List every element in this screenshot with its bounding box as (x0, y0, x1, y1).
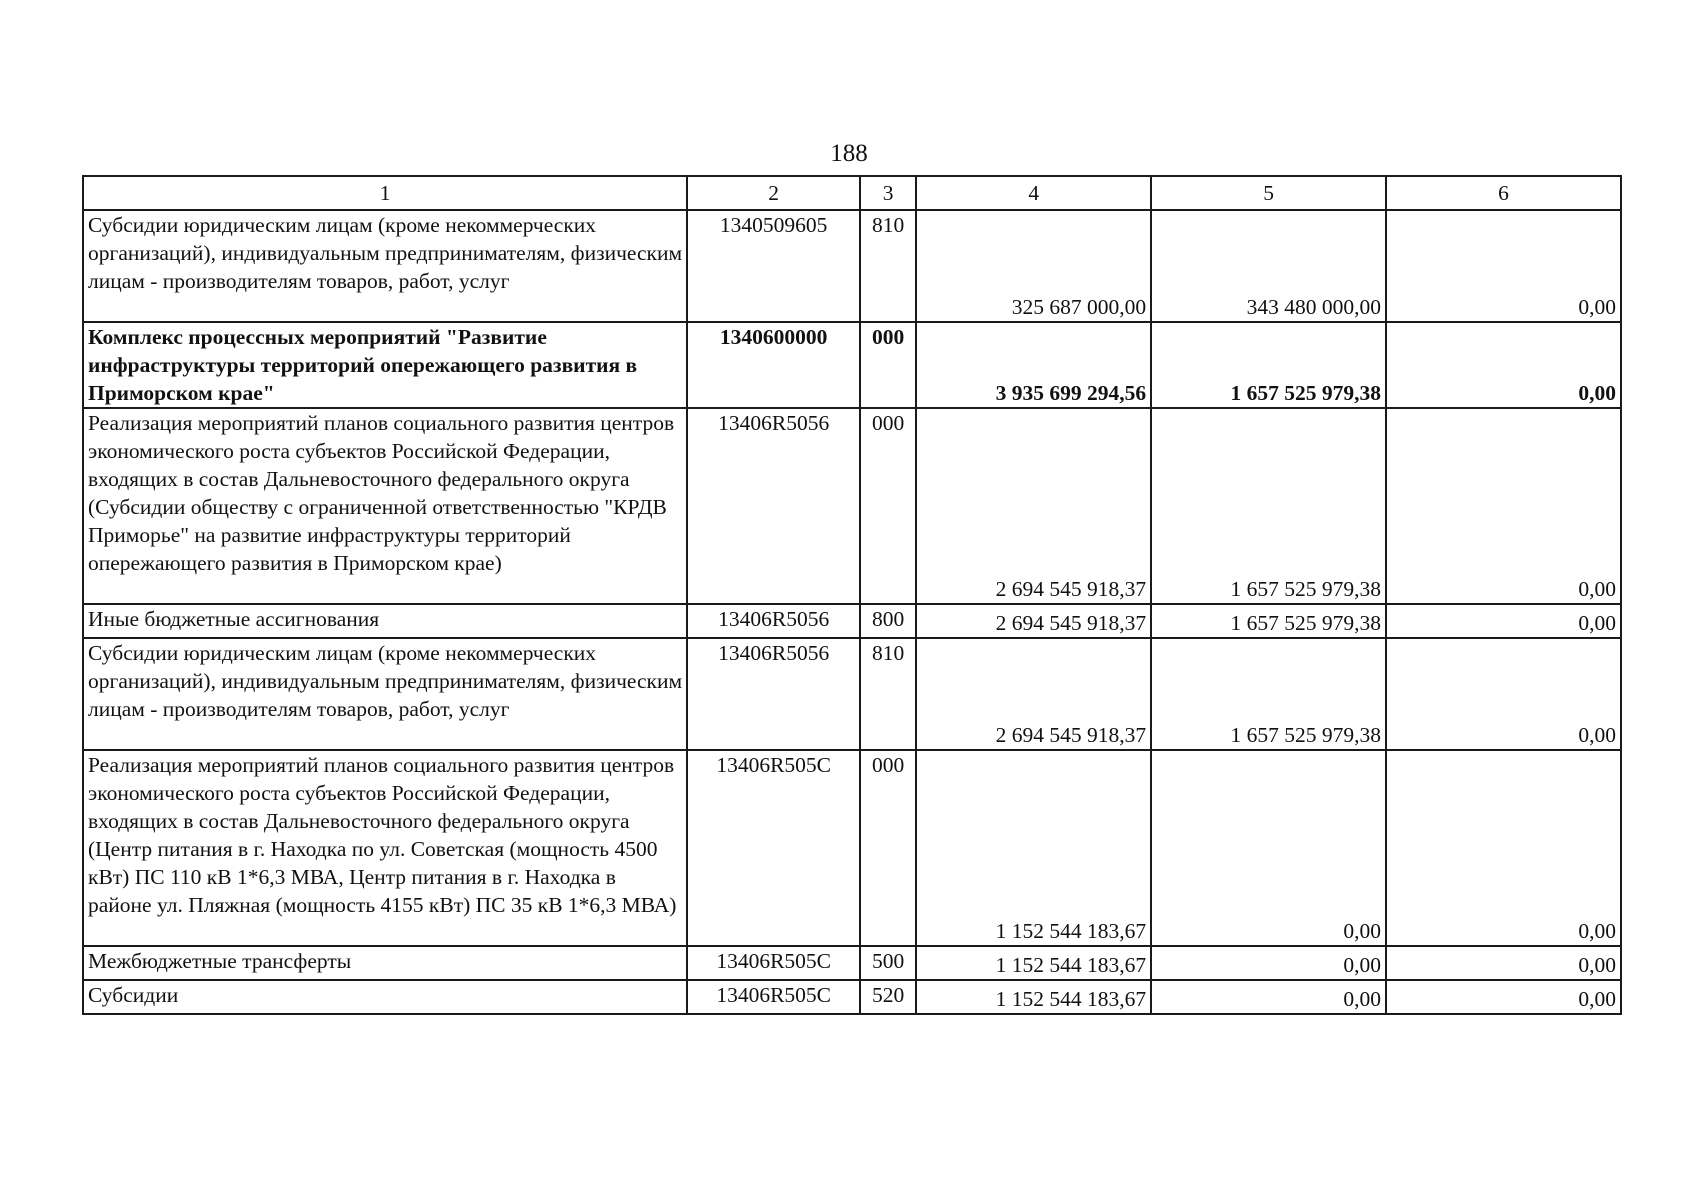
table-row (83, 946, 1621, 980)
row-kvr: 800 (860, 604, 916, 638)
row-value-5: 1 657 525 979,38 (1151, 604, 1386, 638)
table-row (83, 638, 1621, 750)
row-value-4: 1 152 544 183,67 (916, 750, 1151, 946)
row-kvr: 520 (860, 980, 916, 1014)
table-row (83, 604, 1621, 638)
row-value-4: 325 687 000,00 (916, 210, 1151, 322)
header-col-2: 2 (687, 176, 860, 210)
row-code: 13406R5056 (687, 408, 860, 604)
row-value-6: 0,00 (1386, 604, 1621, 638)
row-value-4: 2 694 545 918,37 (916, 408, 1151, 604)
row-kvr: 000 (860, 750, 916, 946)
row-value-5: 1 657 525 979,38 (1151, 322, 1386, 408)
row-name: Иные бюджетные ассигнования (83, 604, 687, 638)
row-name: Реализация мероприятий планов социального развития центров экономического роста субъектов Российской Федерации, входящих в состав Дальневосточного федерального округа (Центр питания в г. Находка по ул. Советская (мощность 4500 кВт) ПС 110 кВ 1*6,3 МВА, Центр питания в г. Находка в районе ул. Пляжная (мощность 4155 кВт) ПС 35 кВ 1*6,3 МВА) (83, 750, 687, 946)
row-code: 13406R505C (687, 946, 860, 980)
row-kvr: 810 (860, 210, 916, 322)
row-value-6: 0,00 (1386, 946, 1621, 980)
row-value-5: 1 657 525 979,38 (1151, 638, 1386, 750)
row-name: Субсидии юридическим лицам (кроме некоммерческих организаций), индивидуальным предпринимателям, физическим лицам - производителям товаров, работ, услуг (83, 210, 687, 322)
row-kvr: 000 (860, 322, 916, 408)
table-row (83, 980, 1621, 1014)
row-kvr: 000 (860, 408, 916, 604)
row-value-5: 0,00 (1151, 946, 1386, 980)
row-value-5: 1 657 525 979,38 (1151, 408, 1386, 604)
row-value-6: 0,00 (1386, 638, 1621, 750)
row-value-4: 2 694 545 918,37 (916, 638, 1151, 750)
row-value-6: 0,00 (1386, 408, 1621, 604)
header-col-1: 1 (83, 176, 687, 210)
row-value-4: 3 935 699 294,56 (916, 322, 1151, 408)
row-value-4: 2 694 545 918,37 (916, 604, 1151, 638)
row-value-4: 1 152 544 183,67 (916, 980, 1151, 1014)
row-name: Комплекс процессных мероприятий "Развитие инфраструктуры территорий опережающего развития в Приморском крае" (83, 322, 687, 408)
row-kvr: 810 (860, 638, 916, 750)
row-value-5: 0,00 (1151, 750, 1386, 946)
row-code: 1340600000 (687, 322, 860, 408)
row-value-5: 0,00 (1151, 980, 1386, 1014)
row-name: Субсидии юридическим лицам (кроме некоммерческих организаций), индивидуальным предпринимателям, физическим лицам - производителям товаров, работ, услуг (83, 638, 687, 750)
page-number: 188 (830, 140, 868, 167)
row-value-6: 0,00 (1386, 322, 1621, 408)
row-code: 13406R505C (687, 980, 860, 1014)
row-value-4: 1 152 544 183,67 (916, 946, 1151, 980)
header-col-5: 5 (1151, 176, 1386, 210)
row-name: Межбюджетные трансферты (83, 946, 687, 980)
table-row (83, 210, 1621, 322)
header-col-6: 6 (1386, 176, 1621, 210)
row-value-6: 0,00 (1386, 210, 1621, 322)
header-row (83, 176, 1621, 210)
row-code: 13406R5056 (687, 604, 860, 638)
table-row (83, 322, 1621, 408)
row-value-6: 0,00 (1386, 980, 1621, 1014)
table-row (83, 750, 1621, 946)
row-code: 1340509605 (687, 210, 860, 322)
header-col-3: 3 (860, 176, 916, 210)
row-code: 13406R5056 (687, 638, 860, 750)
row-name: Реализация мероприятий планов социального развития центров экономического роста субъектов Российской Федерации, входящих в состав Дальневосточного федерального округа (Субсидии обществу с ограниченной ответственностью "КРДВ Приморье" на развитие инфраструктуры территорий опережающего развития в Приморском крае) (83, 408, 687, 604)
budget-table (82, 175, 1622, 1015)
row-name: Субсидии (83, 980, 687, 1014)
row-value-6: 0,00 (1386, 750, 1621, 946)
header-col-4: 4 (916, 176, 1151, 210)
table-row (83, 408, 1621, 604)
row-kvr: 500 (860, 946, 916, 980)
row-value-5: 343 480 000,00 (1151, 210, 1386, 322)
row-code: 13406R505C (687, 750, 860, 946)
